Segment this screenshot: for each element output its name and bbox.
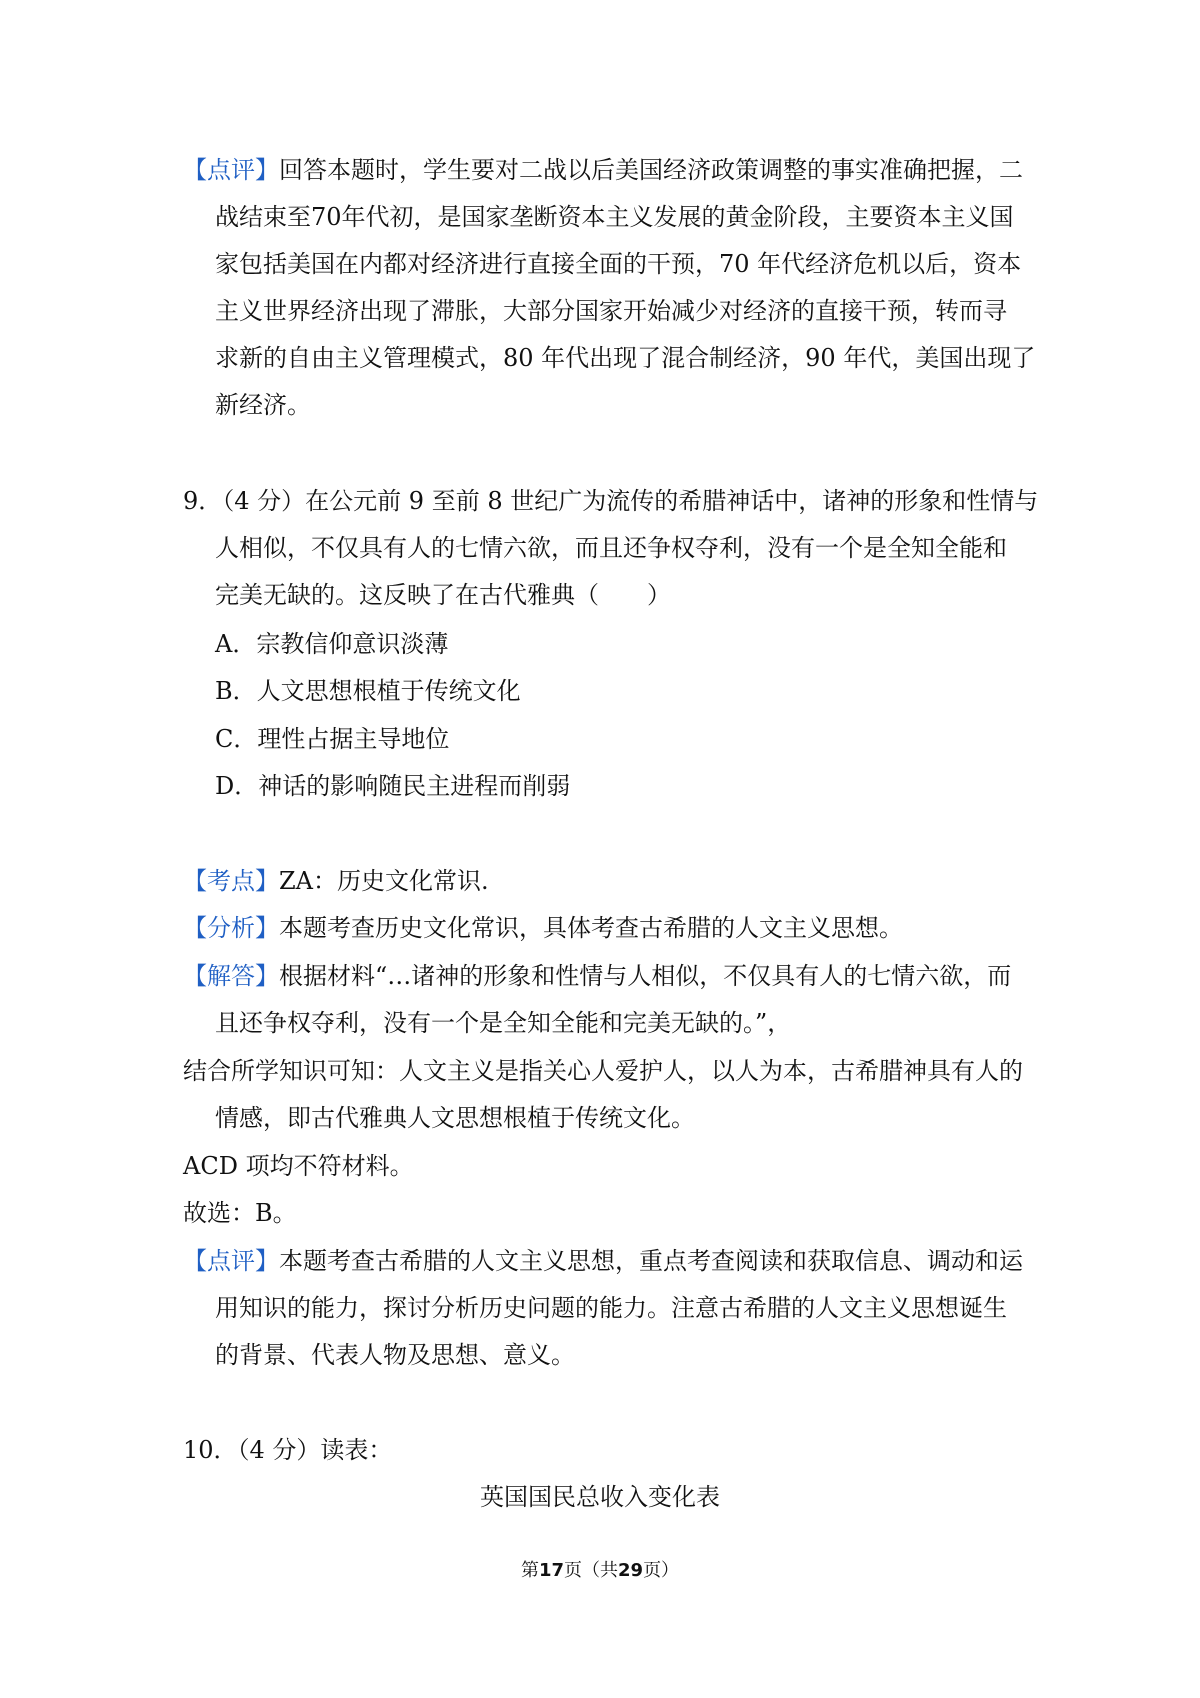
review-9-line-1: 本题考查古希腊的人文主义思想，重点考查阅读和获取信息、调动和运 xyxy=(279,1247,1023,1275)
option-a: A．宗教信仰意识淡薄 xyxy=(215,630,449,658)
footer-page-number: 17 xyxy=(538,1560,564,1581)
footer-suffix: 页） xyxy=(643,1560,680,1581)
review-line-6: 新经济。 xyxy=(215,391,311,419)
review-line-1: 【点评】回答本题时，学生要对二战以后美国经济政策调整的事实准确把握，二 xyxy=(183,156,1023,184)
question-10-stem xyxy=(183,1427,1028,1474)
jieda-paragraph xyxy=(183,953,1028,1047)
jieda-line-2: 且还争权夺利，没有一个是全知全能和完美无缺的。”， xyxy=(215,1009,792,1037)
review-tag: 【点评】 xyxy=(183,156,279,184)
jiehe-line-1: 结合所学知识可知：人文主义是指关心人爱护人，以人为本，古希腊神具有人的 xyxy=(183,1057,1023,1085)
review-9-line-3: 的背景、代表人物及思想、意义。 xyxy=(215,1341,575,1369)
option-b: B．人文思想根植于传统文化 xyxy=(215,677,521,705)
footer-middle: 页（共 xyxy=(564,1560,618,1581)
answer-paragraph xyxy=(183,1190,1028,1237)
review-9-line-2: 用知识的能力，探讨分析历史问题的能力。注意古希腊的人文主义思想诞生 xyxy=(215,1294,1007,1322)
fenxi-paragraph xyxy=(183,905,1028,952)
question-9-line-1: 9．（4 分）在公元前 9 至前 8 世纪广为流传的希腊神话中，诸神的形象和性情与 xyxy=(183,487,1039,515)
question-9-stem xyxy=(183,478,1039,619)
fenxi-tag: 【分析】 xyxy=(183,914,279,942)
fenxi-text: 本题考查历史文化常识，具体考查古希腊的人文主义思想。 xyxy=(279,914,903,942)
acd-text: ACD 项均不符材料。 xyxy=(183,1152,414,1180)
review-9-tag: 【点评】 xyxy=(183,1247,279,1275)
review-line-4: 主义世界经济出现了滞胀，大部分国家开始减少对经济的直接干预，转而寻 xyxy=(215,297,1007,325)
review-paragraph-prev xyxy=(183,147,1036,429)
acd-paragraph xyxy=(183,1143,1028,1190)
review-line-2: 战结束至70年代初，是国家垄断资本主义发展的黄金阶段，主要资本主义国 xyxy=(215,203,1014,231)
review-line-5: 求新的自由主义管理模式，80 年代出现了混合制经济，90 年代，美国出现了 xyxy=(215,344,1036,372)
review-paragraph-9 xyxy=(183,1238,1028,1379)
review-line-3: 家包括美国在内都对经济进行直接全面的干预，70 年代经济危机以后，资本 xyxy=(215,250,1022,278)
jieda-tag: 【解答】 xyxy=(183,962,279,990)
question-10-text: 10．（4 分）读表： xyxy=(183,1436,393,1464)
footer-prefix: 第 xyxy=(520,1560,539,1581)
footer-total-pages: 29 xyxy=(618,1560,644,1581)
answer-text: 故选：B。 xyxy=(183,1199,297,1227)
kaodian-paragraph xyxy=(183,858,1028,905)
option-d: D．神话的影响随民主进程而削弱 xyxy=(215,772,571,800)
jiehe-paragraph xyxy=(183,1048,1028,1142)
page-footer xyxy=(0,1556,1200,1586)
question-9-line-2: 人相似，不仅具有人的七情六欲，而且还争权夺利，没有一个是全知全能和 xyxy=(215,534,1007,562)
table-caption: 英国国民总收入变化表 xyxy=(480,1483,720,1511)
kaodian-text: ZA：历史文化常识. xyxy=(279,867,489,895)
jiehe-line-2: 情感，即古代雅典人文思想根植于传统文化。 xyxy=(215,1104,695,1132)
kaodian-tag: 【考点】 xyxy=(183,867,279,895)
question-9-line-3: 完美无缺的。这反映了在古代雅典（ ） xyxy=(215,581,671,609)
option-c: C．理性占据主导地位 xyxy=(215,725,450,753)
jieda-line-1: 根据材料“…诸神的形象和性情与人相似，不仅具有人的七情六欲，而 xyxy=(279,962,1012,990)
